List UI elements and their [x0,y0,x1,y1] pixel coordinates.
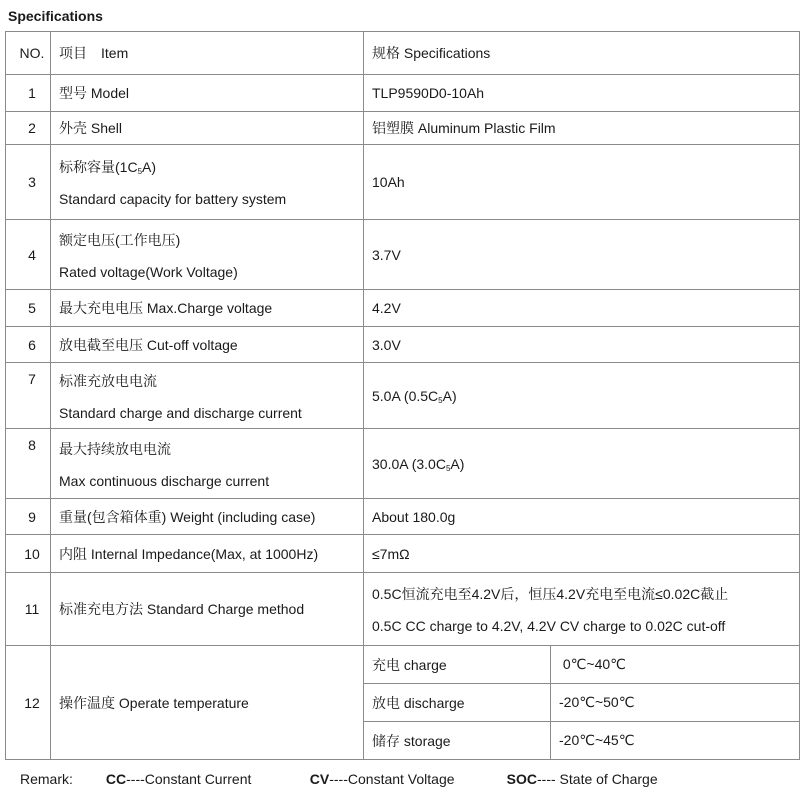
item-cn: 额定电压(工作电压) [59,231,181,248]
row-spec: 5.0A (0.5C5A) [364,363,800,429]
row-no: 10 [6,535,51,573]
remark-item-cc: CC----Constant Current [105,771,252,787]
row-item: 外壳 Shell [51,112,364,145]
spec-cn: 0.5C恒流充电至4.2V后，恒压4.2V充电至电流≤0.02C截止 [372,586,729,602]
row-spec: 3.7V [364,220,800,290]
row-spec [364,573,800,646]
remark-item-cv: CV----Constant Voltage [309,771,455,787]
row-item: 放电截至电压 Cut-off voltage [51,327,364,363]
header-spec: 规格 Specifications [364,32,800,75]
row-no: 8 [6,429,51,499]
temp-value-storage: -20℃~45℃ [551,722,800,760]
temp-label-charge: 充电 charge [364,646,551,684]
row-no: 7 [6,363,51,429]
table-row [6,145,800,220]
table-row [6,363,800,429]
table-row [6,535,800,573]
row-spec: ≤7mΩ [364,535,800,573]
row-item: 操作温度 Operate temperature [51,646,364,760]
row-spec: 3.0V [364,327,800,363]
row-spec: TLP9590D0-10Ah [364,75,800,112]
temp-label-storage: 储存 storage [364,722,551,760]
remark [20,771,658,787]
item-cn: 最大持续放电电流 [59,440,171,457]
row-no: 4 [6,220,51,290]
row-item: 内阻 Internal Impedance(Max, at 1000Hz) [51,535,364,573]
row-spec: 铝塑膜 Aluminum Plastic Film [364,112,800,145]
row-no: 6 [6,327,51,363]
row-no: 3 [6,145,51,220]
table-row [6,646,800,684]
table-row [6,290,800,327]
table-row [6,112,800,145]
row-spec: 30.0A (3.0C5A) [364,429,800,499]
row-no: 11 [6,573,51,646]
row-item [51,145,364,220]
item-en: Standard charge and discharge current [59,404,302,421]
row-spec: 4.2V [364,290,800,327]
table-row [6,429,800,499]
table-row [6,220,800,290]
header-item: 项目 Item [51,32,364,75]
table-row [6,499,800,535]
header-no: NO. [6,32,51,75]
spec-en: 0.5C CC charge to 4.2V, 4.2V CV charge to 0.02C cut-off [372,618,726,634]
row-spec: About 180.0g [364,499,800,535]
row-item [51,429,364,499]
row-no: 1 [6,75,51,112]
item-en: Standard capacity for battery system [59,191,287,207]
table-row [6,327,800,363]
row-no: 2 [6,112,51,145]
row-item: 重量(包含箱体重) Weight (including case) [51,499,364,535]
row-item: 最大充电电压 Max.Charge voltage [51,290,364,327]
temp-label-discharge: 放电 discharge [364,684,551,722]
row-spec: 10Ah [364,145,800,220]
row-item: 型号 Model [51,75,364,112]
row-item [51,220,364,290]
item-en: Max continuous discharge current [59,472,270,489]
page-title: Specifications [8,8,103,24]
row-no: 5 [6,290,51,327]
table-row [6,573,800,646]
specifications-table [5,31,800,760]
item-cn: 标准充放电电流 [59,372,157,389]
table-row [6,75,800,112]
remark-label: Remark: [20,771,73,787]
temp-value-charge: 0℃~40℃ [551,646,800,684]
table-header-row [6,32,800,75]
item-en: Rated voltage(Work Voltage) [59,263,238,280]
temp-value-discharge: -20℃~50℃ [551,684,800,722]
row-item: 标准充电方法 Standard Charge method [51,573,364,646]
row-item [51,363,364,429]
remark-item-soc: SOC---- State of Charge [506,771,658,787]
item-cn: 标称容量(1C5A) [59,159,157,176]
row-no: 12 [6,646,51,760]
row-no: 9 [6,499,51,535]
